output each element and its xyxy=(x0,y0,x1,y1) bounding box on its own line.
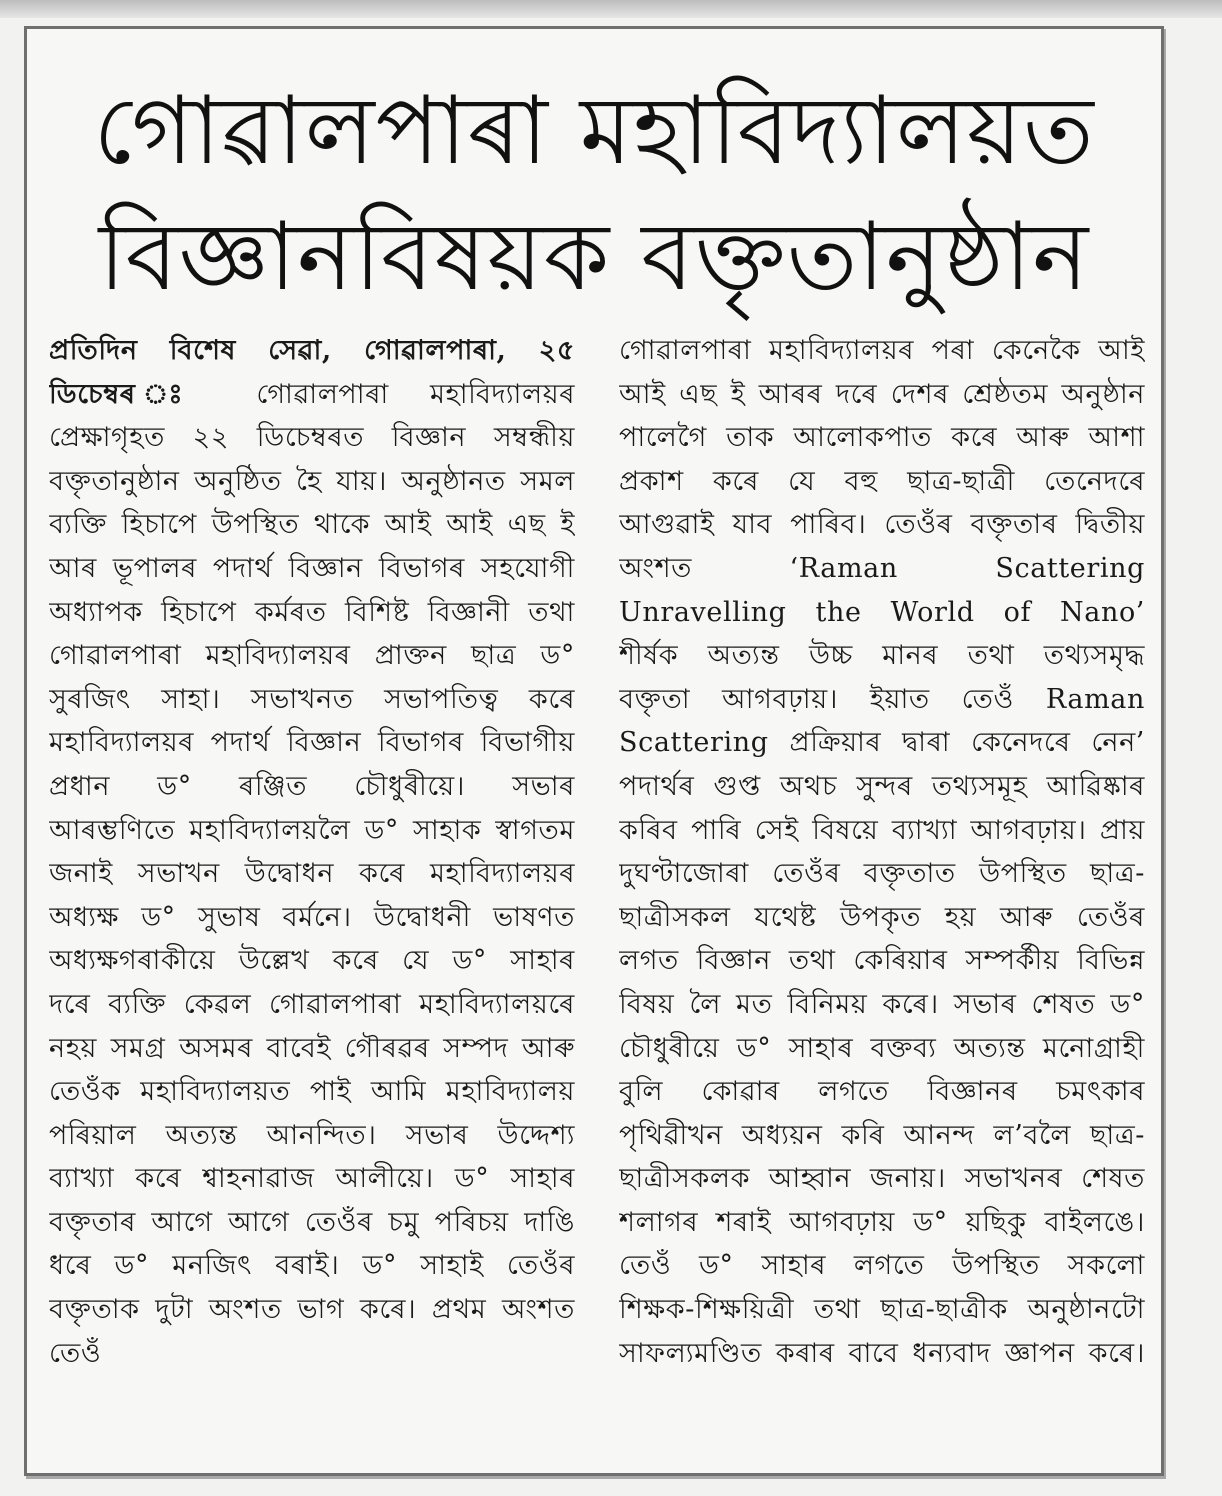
article-column-2 xyxy=(619,329,1145,1453)
article-body xyxy=(49,329,1145,1453)
news-clipping xyxy=(24,26,1164,1476)
page-edge-strip xyxy=(0,0,1222,18)
headline xyxy=(27,29,1161,321)
column-1-text: গোৱালপাৰা মহাবিদ্যালয়ৰ প্ৰেক্ষাগৃহত ২২ ডিচেম্বৰত বিজ্ঞান সম্বন্ধীয় বক্তৃতানুষ্ঠান অনুষ্ঠিত হৈ যায়। অনুষ্ঠানত সমল ব্যক্তি হিচাপে উপস্থিত থাকে আই আই এছ ই আৰ ভূপালৰ পদাৰ্থ বিজ্ঞান বিভাগৰ সহযোগী অধ্যাপক হিচাপে কৰ্মৰত বিশিষ্ট বিজ্ঞানী তথা গোৱালপাৰা মহাবিদ্যালয়ৰ প্ৰাক্তন ছাত্ৰ ড° সুৰজিৎ সাহা। সভাখনত সভাপতিত্ব কৰে মহাবিদ্যালয়ৰ পদাৰ্থ বিজ্ঞান বিভাগৰ বিভাগীয় প্ৰধান ড° ৰঞ্জিত চৌধুৰীয়ে। সভাৰ আৰম্ভণিতে মহাবিদ্যালয়লৈ ড° সাহাক স্বাগতম জনাই সভাখন উদ্বোধন কৰে মহাবিদ্যালয়ৰ অধ্যক্ষ ড° সুভাষ বৰ্মনে। উদ্বোধনী ভাষণত অধ্যক্ষগৰাকীয়ে উল্লেখ কৰে যে ড° সাহাৰ দৰে ব্যক্তি কেৱল গোৱালপাৰা মহাবিদ্যালয়ৰে নহয় সমগ্ৰ অসমৰ বাবেই গৌৰৱৰ সম্পদ আৰু তেওঁক মহাবিদ্যালয়ত পাই আমি মহাবিদ্যালয় পৰিয়াল অত্যন্ত আনন্দিত। সভাৰ উদ্দেশ্য ব্যাখ্যা কৰে শ্বাহনাৱাজ আলীয়ে। ড° সাহাৰ বক্তৃতাৰ আগে আগে তেওঁৰ চমু পৰিচয় দাঙি ধৰে ড° মনজিৎ বৰাই। ড° সাহাই তেওঁৰ বক্তৃতাক দুটা অংশত ভাগ কৰে। প্ৰথম অংশত তেওঁ xyxy=(49,378,575,1369)
headline-line-1: গোৱালপাৰা মহাবিদ্যালয়ত xyxy=(93,77,1095,186)
dateline: প্ৰতিদিন বিশেষ সেৱা, গোৱালপাৰা, ২৫ ডিচেম্বৰ ঃ xyxy=(49,335,575,410)
headline-line-2: বিজ্ঞানবিষয়ক বক্তৃতানুষ্ঠান xyxy=(98,203,1090,312)
article-column-1 xyxy=(49,329,575,1453)
column-2-text: গোৱালপাৰা মহাবিদ্যালয়ৰ পৰা কেনেকৈ আই আই এছ ই আৰৰ দৰে দেশৰ শ্ৰেষ্ঠতম অনুষ্ঠান পালেগৈ তাক আলোকপাত কৰে আৰু আশা প্ৰকাশ কৰে যে বহু ছাত্ৰ-ছাত্ৰী তেনেদৰে আগুৱাই যাব পাৰিব। তেওঁৰ বক্তৃতাৰ দ্বিতীয় অংশত ‘Raman Scattering Unravelling the World of Nano’ শীৰ্ষক অত্যন্ত উচ্চ মানৰ তথা তথ্যসমৃদ্ধ বক্তৃতা আগবঢ়ায়। ইয়াত তেওঁ Raman Scattering প্ৰক্ৰিয়াৰ দ্বাৰা কেনেদৰে নেন’ পদাৰ্থৰ গুপ্ত অথচ সুন্দৰ তথ্যসমূহ আৱিষ্কাৰ কৰিব পাৰি সেই বিষয়ে ব্যাখ্যা আগবঢ়ায়। প্ৰায় দুঘণ্টাজোৰা তেওঁৰ বক্তৃতাত উপস্থিত ছাত্ৰ-ছাত্ৰীসকল যথেষ্ট উপকৃত হয় আৰু তেওঁৰ লগত বিজ্ঞান তথা কেৰিয়াৰ সম্পৰ্কীয় বিভিন্ন বিষয় লৈ মত বিনিময় কৰে। সভাৰ শেষত ড° চৌধুৰীয়ে ড° সাহাৰ বক্তব্য অত্যন্ত মনোগ্ৰাহী বুলি কোৱাৰ লগতে বিজ্ঞানৰ চমৎকাৰ পৃথিৱীখন অধ্যয়ন কৰি আনন্দ ল’বলৈ ছাত্ৰ-ছাত্ৰীসকলক আহ্বান জনায়। সভাখনৰ শেষত শলাগৰ শৰাই আগবঢ়ায় ড° য়ছিকু বাইলঙে। তেওঁ ড° সাহাৰ লগতে উপস্থিত সকলো শিক্ষক-শিক্ষয়িত্ৰী তথা ছাত্ৰ-ছাত্ৰীক অনুষ্ঠানটো সাফল্যমণ্ডিত কৰাৰ বাবে ধন্যবাদ জ্ঞাপন কৰে। xyxy=(619,335,1145,1369)
